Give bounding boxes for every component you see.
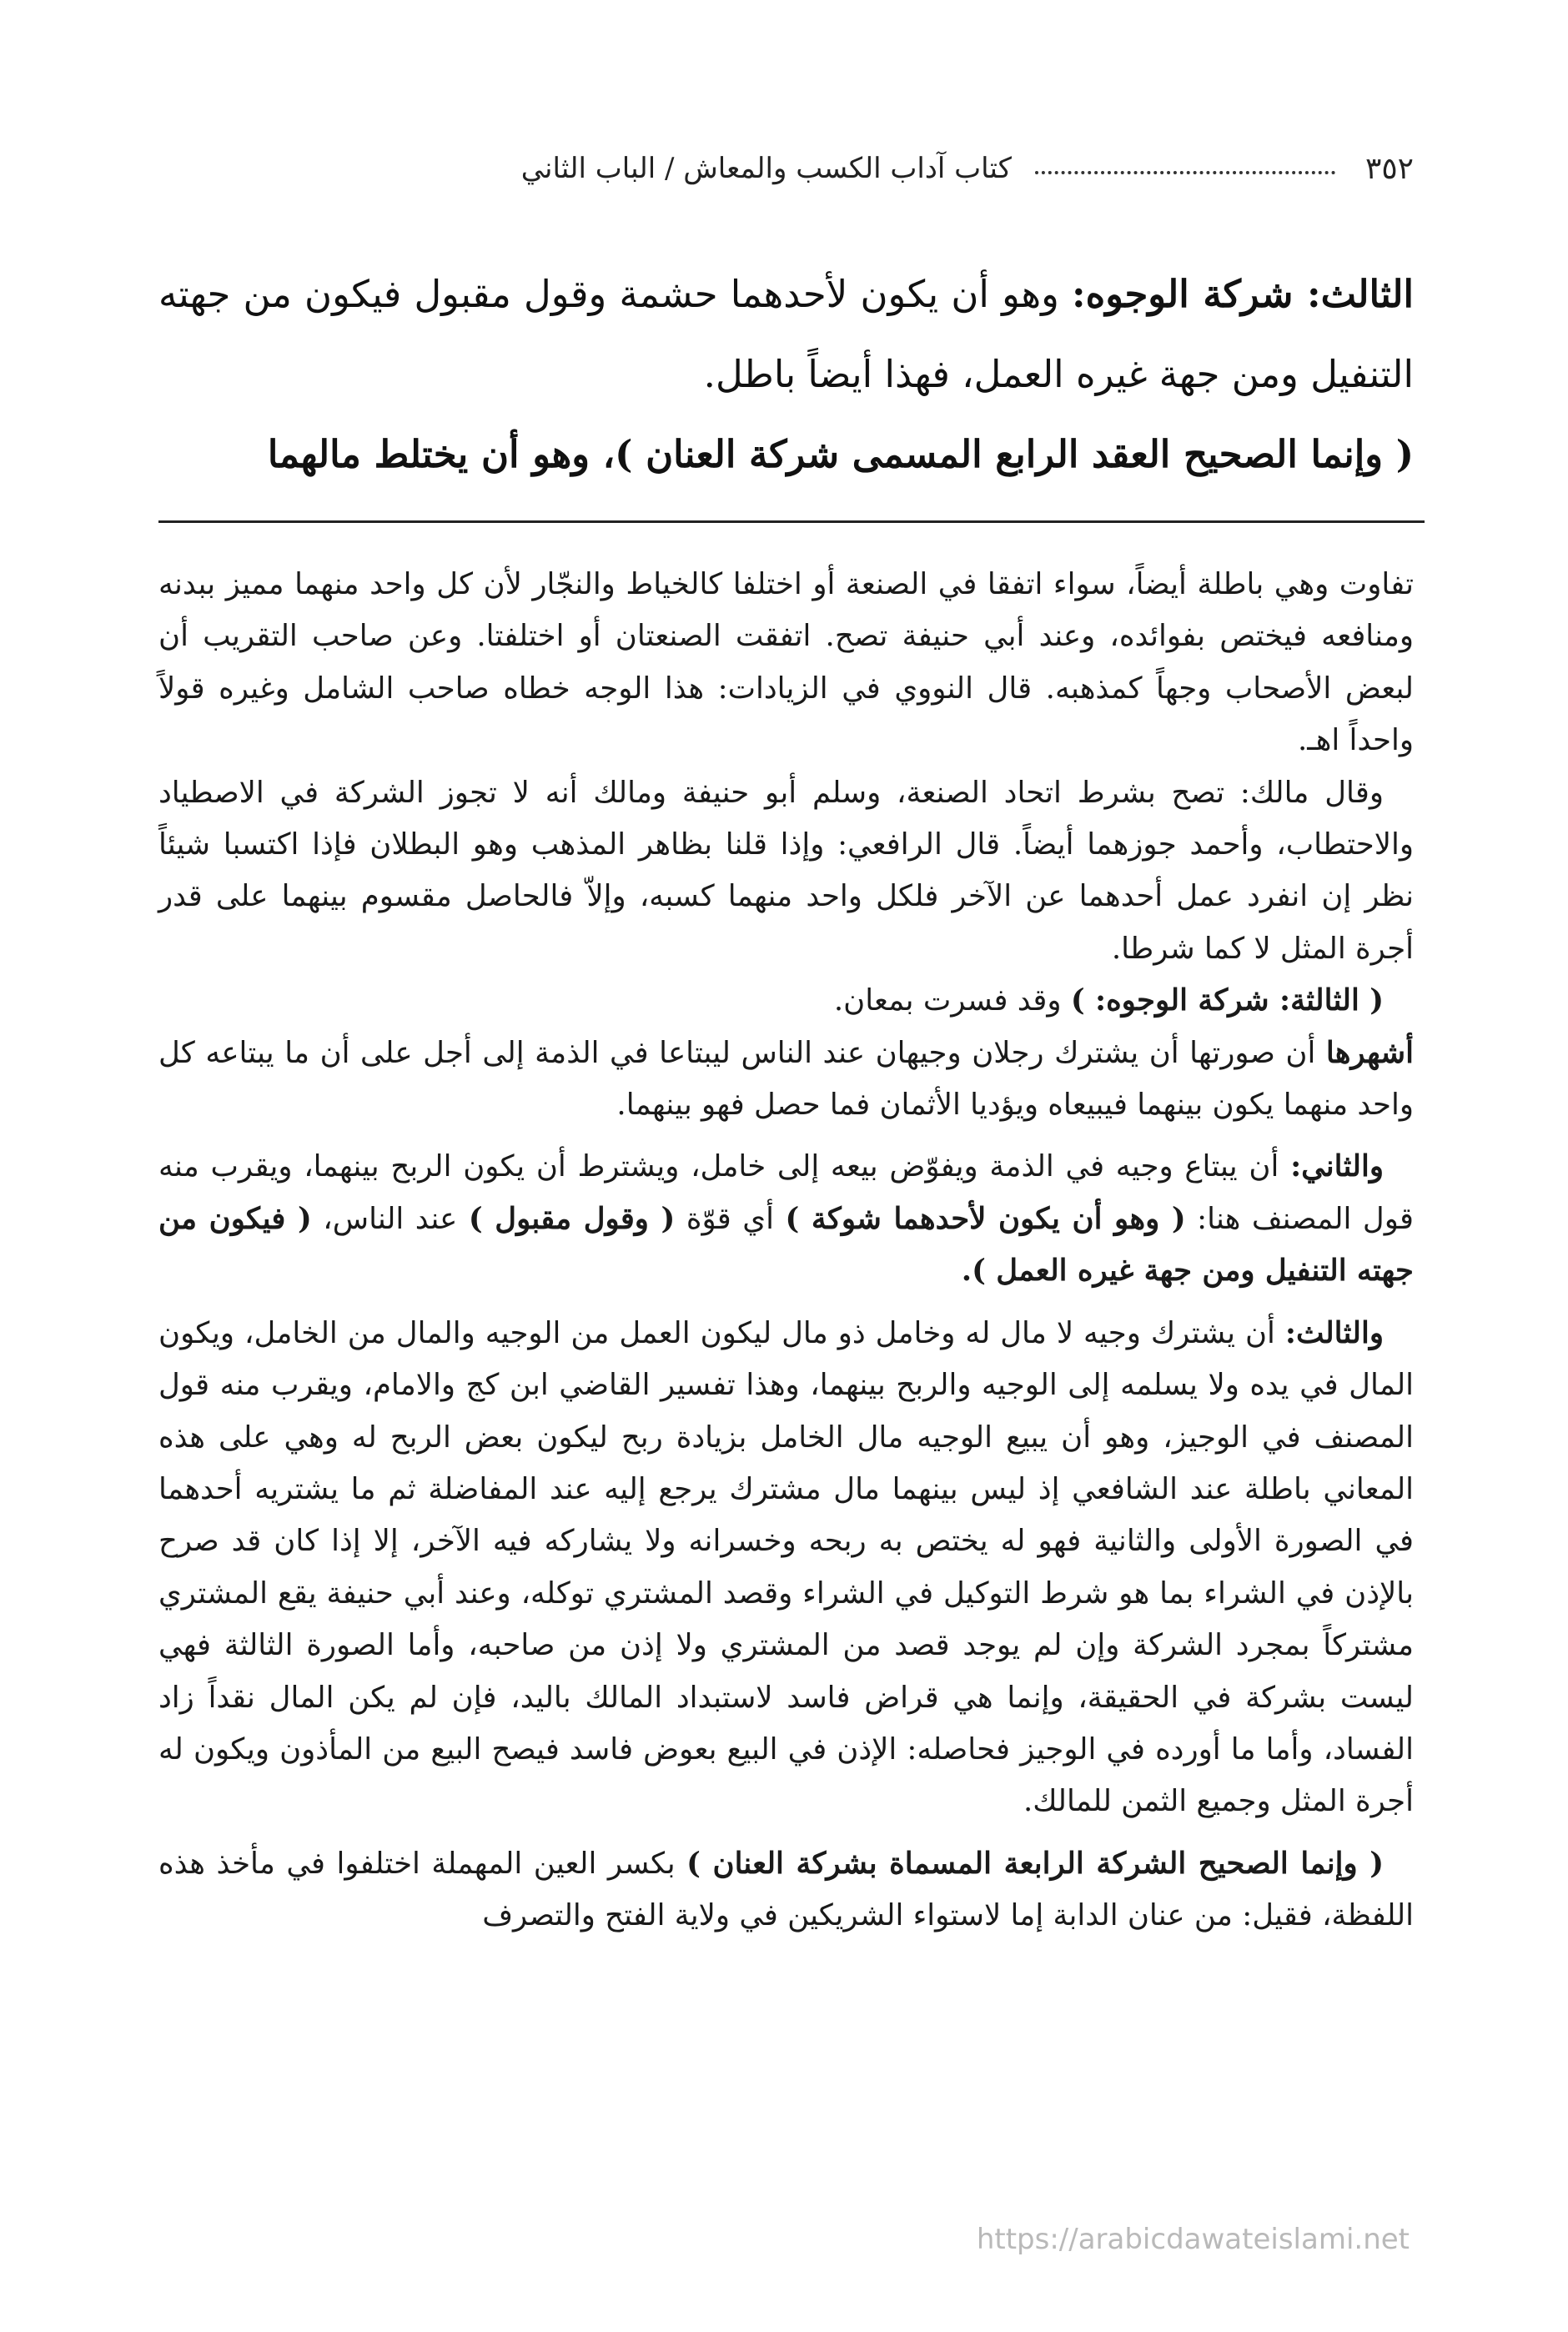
commentary-paragraph: [158, 1308, 1414, 1828]
commentary-text-span: أن صورتها أن يشترك رجلان وجيهان عند الناس ليبتاعا في الذمة إلى أجل على أن ما يبتاعه كل واحد منهما يكون بينهما فيبيعاه ويؤديا الأثمان فما حصل فهو بينهما.: [158, 1035, 1414, 1123]
website-watermark: https://arabicdawateislami.net: [976, 2223, 1410, 2256]
commentary-heading: والثالث:: [1284, 1315, 1384, 1350]
commentary-heading: والثاني:: [1290, 1149, 1384, 1184]
commentary-text-span: وقد فسرت بمعان.: [833, 983, 1071, 1018]
section-heading: الثالث: شركة الوجوه:: [1072, 272, 1414, 316]
running-title: كتاب آداب الكسب والمعاش / الباب الثاني: [520, 152, 1012, 185]
page-number: ٣٥٢: [1364, 151, 1414, 186]
commentary-text-span: عند الناس،: [311, 1201, 469, 1236]
quoted-matn: ( وهو أن يكون لأحدهما شوكة ): [785, 1201, 1186, 1236]
commentary-paragraph: [158, 1028, 1414, 1132]
quoted-matn: ( وقول مقبول ): [468, 1201, 676, 1236]
commentary-text-span: أي قوّة: [675, 1201, 786, 1236]
quoted-matn: ( وإنما الصحيح الشركة الرابعة المسماة بشركة العنان ): [686, 1846, 1384, 1881]
commentary-heading: ( الثالثة: شركة الوجوه: ): [1070, 983, 1384, 1018]
commentary-text-span: بكسر العين المهملة اختلفوا في مأخذ هذه اللفظة، فقيل: من عنان الدابة إما لاستواء الشريكين في ولاية الفتح والتصرف: [158, 1846, 1414, 1933]
commentary-heading: أشهرها: [1325, 1035, 1414, 1070]
main-text: [158, 254, 1414, 495]
main-paragraph: [158, 254, 1414, 415]
commentary-paragraph: [158, 1141, 1414, 1297]
main-paragraph-text: وهو أن يكون لأحدهما حشمة وقول مقبول فيكون من جهته التنفيل ومن جهة غيره العمل، فهذا أيضاً باطل.: [158, 272, 1414, 396]
commentary-text-span: أن يبتاع وجيه في الذمة ويفوّض بيعه إلى خامل، ويشترط أن يكون الربح بينهما، ويقرب منه قول المصنف هنا:: [158, 1149, 1415, 1236]
commentary-paragraph: وقال مالك: تصح بشرط اتحاد الصنعة، وسلم أبو حنيفة ومالك أنه لا تجوز الشركة في الاصطياد والاحتطاب، وأحمد جوزهما أيضاً. قال الرافعي: وإذا قلنا بظاهر المذهب وهو البطلان فإذا اكتسبا شيئاً نظر إن انفرد عمل أحدهما عن الآخر فلكل واحد منهما كسبه، وإلاّ فالحاصل مقسوم بينهما على قدر أجرة المثل لا كما شرطا.: [158, 775, 1414, 966]
separator-rule: [158, 520, 1425, 523]
commentary-paragraph: [158, 1838, 1414, 1942]
header-dot-leader: [1035, 171, 1335, 174]
running-header: [158, 143, 1414, 193]
commentary-text-span: أن يشترك وجيه لا مال له وخامل ذو مال ليكون العمل من الوجيه والمال من الخامل، ويكون المال في يده ولا يسلمه إلى الوجيه والربح بينهما، وهذا تفسير القاضي ابن كج والامام، ويقرب منه قول المصنف في الوجيز، وهو أن يبيع الوجيه مال الخامل بزيادة ربح ليكون بعض الربح له وهي على هذه المعاني باطلة عند الشافعي إذ ليس بينهما مال مشترك يرجع إليه عند المفاضلة ثم ما يشتريه أحدهما في الصورة الأولى والثانية فهو له يختص به ربحه وخسرانه ولا يشاركه فيه الآخر، إلا إذا كان قد صرح بالإذن في الشراء بما هو شرط التوكيل في الشراء وقصد المشتري توكله، وعند أبي حنيفة يقع المشتري مشتركاً بمجرد الشركة وإن لم يوجد قصد من المشتري ولا إذن من صاحبه، وأما الصورة الثالثة فهي ليست بشركة في الحقيقة، وإنما هي قراض فاسد لاستبداد المالك باليد، فإن لم يكن المال نقداً زاد الفساد، وأما ما أورده في الوجيز فحاصله: الإذن في البيع بعوض فاسد فيصح البيع من المأذون ويكون له أجرة المثل وجميع الثمن للمالك.: [158, 1315, 1414, 1819]
commentary-paragraph: تفاوت وهي باطلة أيضاً، سواء اتفقا في الصنعة أو اختلفا كالخياط والنجّار لأن كل واحد منهما مميز ببدنه ومنافعه فيختص بفوائده، وعند أبي حنيفة تصح. اتفقت الصنعتان أو اختلفتا. وعن صاحب التقريب أن لبعض الأصحاب وجهاً كمذهبه. قال النووي في الزيادات: هذا الوجه خطاه صاحب الشامل وغيره قولاً واحداً اهـ.: [158, 567, 1414, 758]
commentary-text: [158, 559, 1414, 1942]
quoted-matn: ( فيكون من جهته التنفيل ومن جهة غيره العمل ).: [158, 1201, 1414, 1289]
main-paragraph-bold: ( وإنما الصحيح العقد الرابع المسمى شركة العنان )، وهو أن يختلط مالهما: [267, 432, 1414, 476]
commentary-paragraph: [158, 975, 1414, 1027]
